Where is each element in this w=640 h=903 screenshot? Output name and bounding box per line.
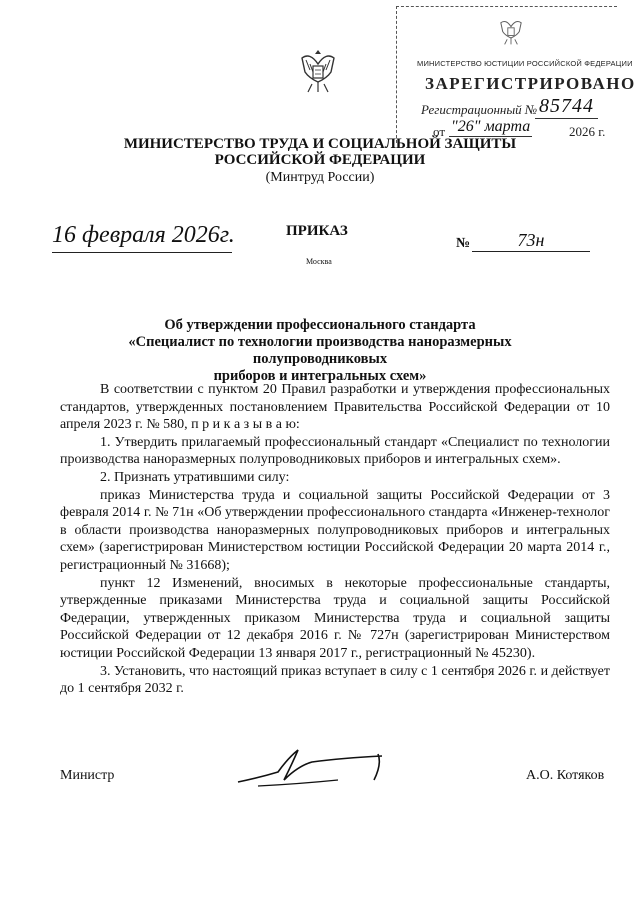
subject-line: приборов и интегральных схем» bbox=[213, 368, 427, 384]
order-number-sign: № bbox=[456, 236, 471, 251]
handwritten-signature bbox=[228, 746, 408, 794]
body-paragraph: пункт 12 Изменений, вносимых в некоторые профессиональные стандарты, утвержденные приказами Министерства труда и социальной защиты Российской Федерации, утвержденных приказом Министерства труда и социальной защиты Российской Федерации от 12 декабря 2016 г. № 727н (зарегистрирован Министерством юстиции Российской Федерации 13 января 2017 г., регистрационный № 45230). bbox=[60, 575, 610, 661]
order-city: Москва bbox=[306, 257, 332, 266]
stamp-date: "26" марта bbox=[451, 118, 531, 135]
stamp-year: 2026 г. bbox=[569, 124, 606, 139]
body-paragraph: 3. Установить, что настоящий приказ вступает в силу с 1 сентября 2026 г. и действует до 1 сентября 2032 г. bbox=[60, 663, 610, 697]
ministry-short-name: (Минтруд России) bbox=[265, 170, 375, 185]
coat-of-arms-icon bbox=[497, 15, 525, 47]
registration-stamp bbox=[396, 6, 636, 143]
order-subject bbox=[60, 317, 580, 385]
signatory-name: А.О. Котяков bbox=[526, 768, 605, 783]
stamp-date-prefix: от bbox=[433, 124, 446, 139]
order-body bbox=[60, 381, 610, 698]
ministry-name-line2: РОССИЙСКОЙ ФЕДЕРАЦИИ bbox=[214, 152, 426, 168]
order-number: 73н bbox=[472, 230, 590, 252]
subject-line: «Специалист по технологии производства наноразмерных полупроводниковых bbox=[128, 334, 512, 367]
stamp-reg-number: 85744 bbox=[535, 95, 598, 119]
stamp-organization: МИНИСТЕРСТВО ЮСТИЦИИ РОССИЙСКОЙ ФЕДЕРАЦИИ bbox=[417, 59, 633, 68]
body-paragraph: 2. Признать утратившими силу: bbox=[100, 469, 290, 485]
subject-line: Об утверждении профессионального стандарта bbox=[164, 317, 476, 333]
coat-of-arms-icon bbox=[296, 46, 340, 96]
body-paragraph: приказ Министерства труда и социальной защиты Российской Федерации от 3 февраля 2014 г. № 71н «Об утверждении профессионального стандарта «Инженер-технолог в области производства наноразмерных полупроводниковых приборов и интегральных схем» (зарегистрирован Министерством юстиции Российской Федерации 20 марта 2014 г., регистрационный № 31668); bbox=[60, 487, 610, 573]
signatory-position: Министр bbox=[60, 768, 115, 783]
stamp-reg-number-label: Регистрационный № bbox=[421, 102, 538, 117]
order-date-underline bbox=[52, 252, 232, 253]
ministry-name-line1: МИНИСТЕРСТВО ТРУДА И СОЦИАЛЬНОЙ ЗАЩИТЫ bbox=[123, 136, 517, 152]
stamp-registered-label: ЗАРЕГИСТРИРОВАНО bbox=[425, 74, 636, 93]
order-date: 16 февраля 2026г. bbox=[52, 222, 235, 248]
body-paragraph: В соответствии с пунктом 20 Правил разработки и утверждения профессиональных стандартов, утвержденных постановлением Правительства Российской Федерации от 10 апреля 2023 г. № 580, п р и к а з ы в а ю: bbox=[60, 382, 610, 433]
body-paragraph: 1. Утвердить прилагаемый профессиональный стандарт «Специалист по технологии производства наноразмерных полупроводниковых приборов и интегральных схем». bbox=[60, 434, 610, 468]
order-title: ПРИКАЗ bbox=[286, 223, 348, 239]
